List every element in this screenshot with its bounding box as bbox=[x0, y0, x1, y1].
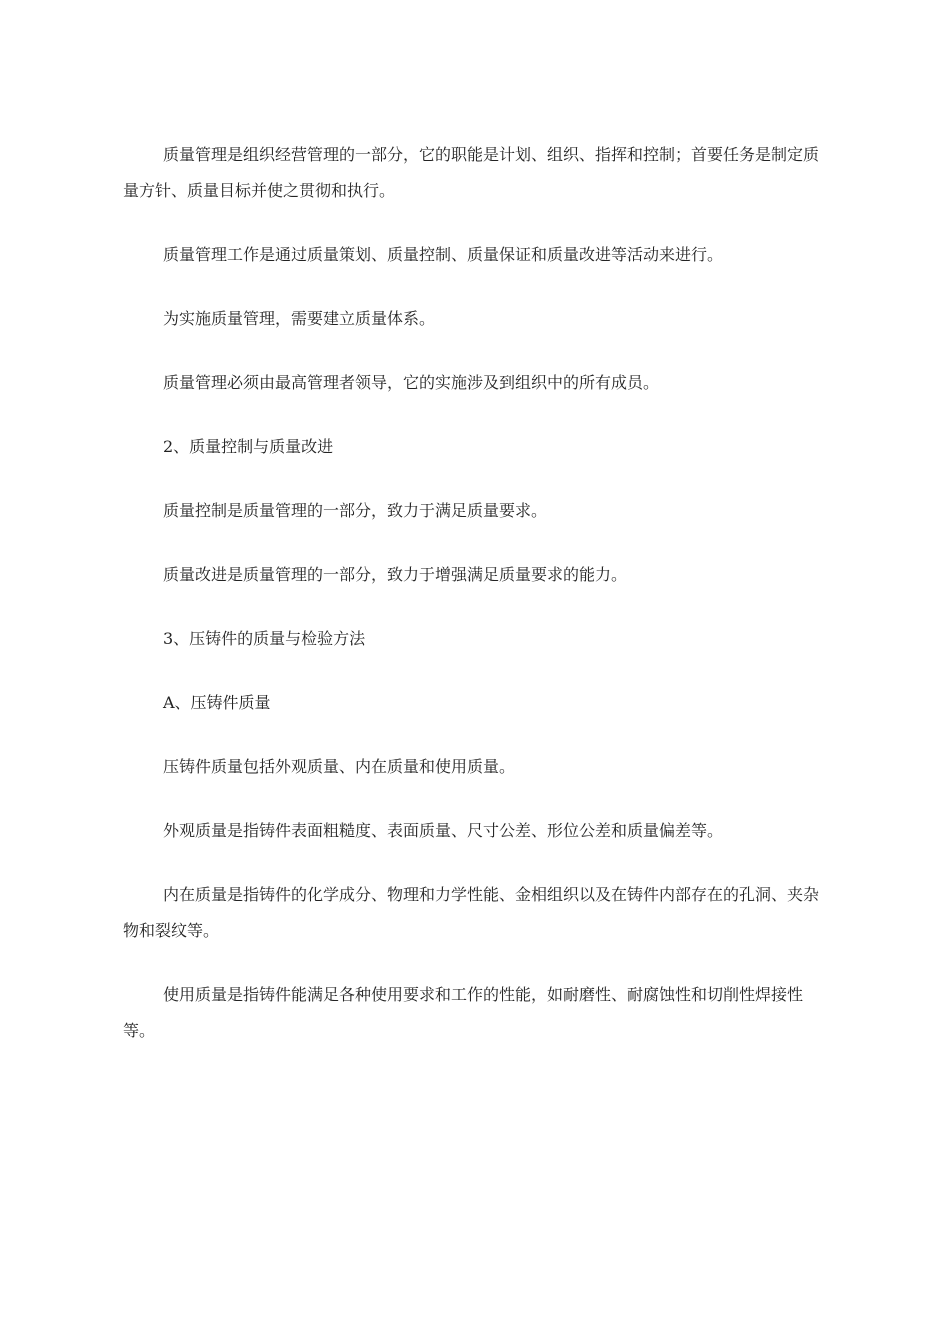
paragraph: 质量改进是质量管理的一部分，致力于增强满足质量要求的能力。 bbox=[163, 565, 628, 584]
paragraph: 压铸件质量包括外观质量、内在质量和使用质量。 bbox=[163, 757, 516, 776]
paragraph: 外观质量是指铸件表面粗糙度、表面质量、尺寸公差、形位公差和质量偏差等。 bbox=[163, 821, 724, 840]
paragraph: 内在质量是指铸件的化学成分、物理和力学性能、金相组织以及在铸件内部存在的孔洞、夹杂物和裂纹等。 bbox=[123, 885, 820, 940]
paragraph: 使用质量是指铸件能满足各种使用要求和工作的性能，如耐磨性、耐腐蚀性和切削性焊接性等。 bbox=[123, 985, 804, 1040]
subsection-heading: A、压铸件质量 bbox=[163, 693, 271, 712]
paragraph: 质量管理工作是通过质量策划、质量控制、质量保证和质量改进等活动来进行。 bbox=[163, 245, 724, 264]
section-heading: 3、压铸件的质量与检验方法 bbox=[163, 629, 366, 648]
paragraph: 质量控制是质量管理的一部分，致力于满足质量要求。 bbox=[163, 501, 548, 520]
paragraph: 质量管理是组织经营管理的一部分，它的职能是计划、组织、指挥和控制；首要任务是制定质量方针、质量目标并使之贯彻和执行。 bbox=[123, 145, 820, 200]
document-body bbox=[123, 137, 829, 1077]
section-heading: 2、质量控制与质量改进 bbox=[163, 437, 334, 456]
paragraph: 为实施质量管理，需要建立质量体系。 bbox=[163, 309, 436, 328]
paragraph: 质量管理必须由最高管理者领导，它的实施涉及到组织中的所有成员。 bbox=[163, 373, 660, 392]
